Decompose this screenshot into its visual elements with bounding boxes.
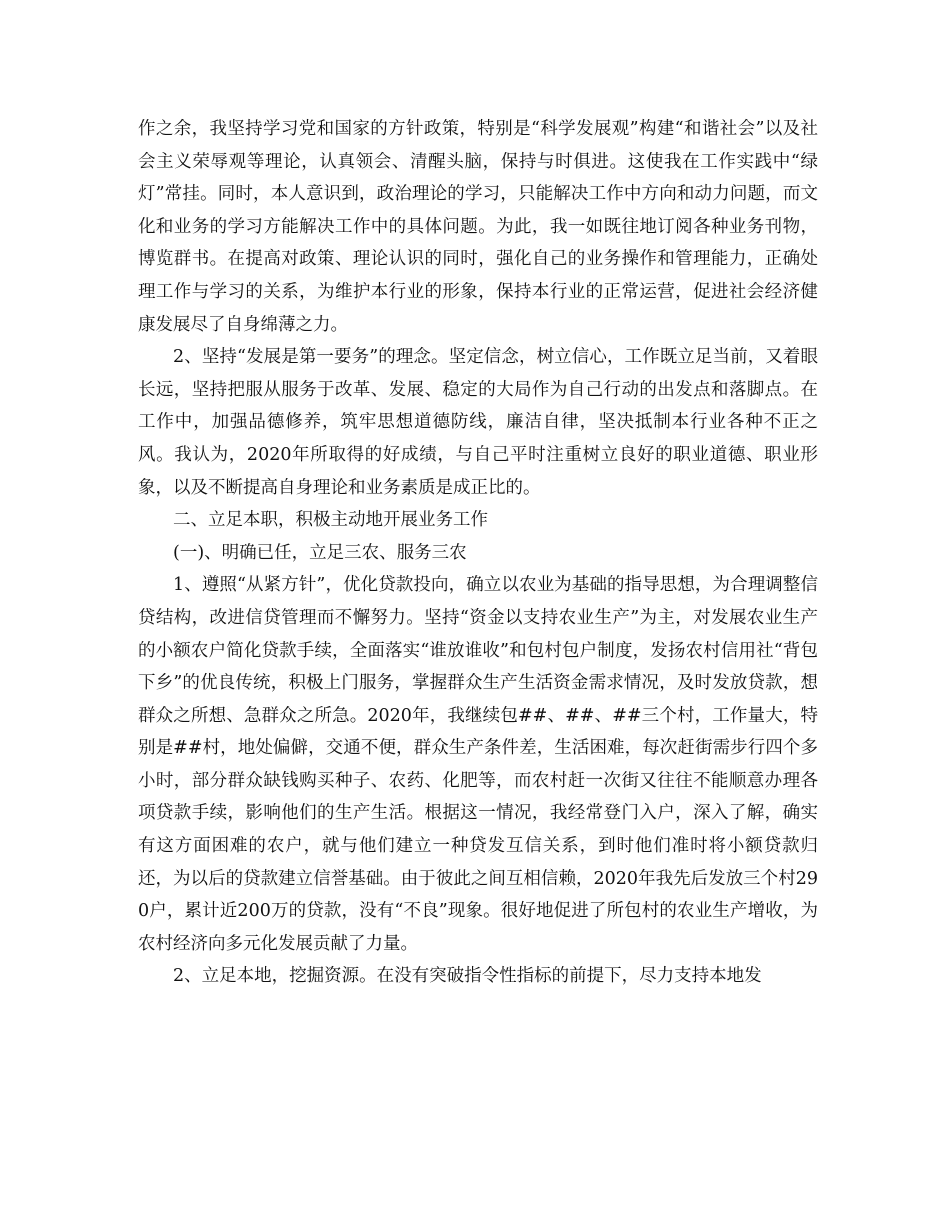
paragraph-development-first: 2、坚持“发展是第一要务”的理念。坚定信念，树立信心，工作既立足当前，又着眼长远，坚持把服从服务于改革、发展、稳定的大局作为自己行动的出发点和落脚点。在工作中，加强品德修养，筑牢思想道德防线，廉洁自律，坚决抵制本行业各种不正之风。我认为，2020年所取得的好成绩，与自己平时注重树立良好的职业道德、职业形象，以及不断提高自身理论和业务素质是成正比的。 — [138, 347, 818, 498]
paragraph-local-resources: 2、立足本地，挖掘资源。在没有突破指令性指标的前提下，尽力支持本地发 — [173, 966, 762, 987]
subsection-heading-1: (一)、明确已任，立足三农、服务三农 — [173, 542, 467, 563]
document-body — [138, 113, 818, 993]
section-heading-2: 二、立足本职，积极主动地开展业务工作 — [173, 510, 488, 531]
paragraph-loan-policy: 1、遵照“从紧方针”，优化贷款投向，确立以农业为基础的指导思想，为合理调整信贷结构，改进信贷管理而不懈努力。坚持“资金以支持农业生产”为主，对发展农业生产的小额农户简化贷款手续，全面落实“谁放谁收”和包村包户制度，发扬农村信用社“背包下乡”的优良传统，积极上门服务，掌握群众生产生活资金需求情况，及时发放贷款，想群众之所想、急群众之所急。2020年，我继续包##、##、##三个村，工作量大，特别是##村，地处偏僻，交通不便，群众生产条件差，生活困难，每次赶街需步行四个多小时，部分群众缺钱购买种子、农药、化肥等，而农村赶一次街又往往不能顺意办理各项贷款手续，影响他们的生产生活。根据这一情况，我经常登门入户，深入了解，确实有这方面困难的农户，就与他们建立一种贷发互信关系，到时他们准时将小额贷款归还，为以后的贷款建立信誉基础。由于彼此之间互相信赖，2020年我先后发放三个村290户，累计近200万的贷款，没有“不良”现象。很好地促进了所包村的农业生产增收，为农村经济向多元化发展贡献了力量。 — [138, 575, 818, 954]
paragraph-study-policy: 作之余，我坚持学习党和国家的方针政策，特别是“科学发展观”构建“和谐社会”以及社会主义荣辱观等理论，认真领会、清醒头脑，保持与时俱进。这使我在工作实践中“绿灯”常挂。同时，本人意识到，政治理论的学习，只能解决工作中方向和动力问题，而文化和业务的学习方能解决工作中的具体问题。为此，我一如既往地订阅各种业务刊物，博览群书。在提高对政策、理论认识的同时，强化自己的业务操作和管理能力，正确处理工作与学习的关系，为维护本行业的形象，保持本行业的正常运营，促进社会经济健康发展尽了自身绵薄之力。 — [138, 119, 818, 335]
